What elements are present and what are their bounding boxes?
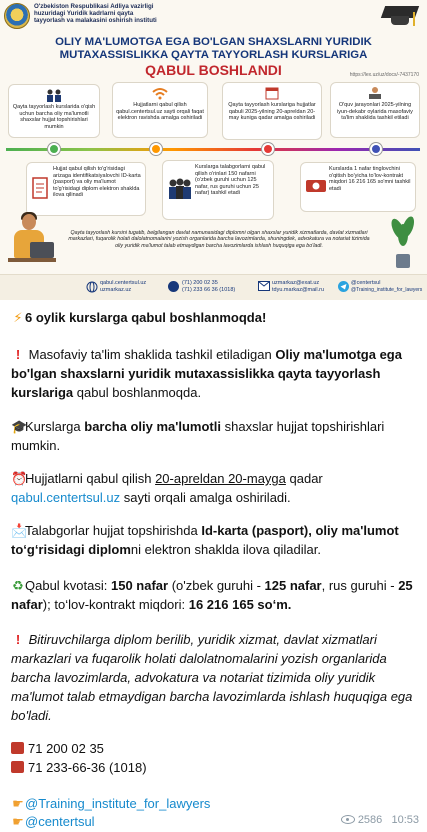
info-card	[162, 160, 274, 220]
telephone-icon	[11, 761, 24, 773]
timeline-bar	[6, 148, 420, 151]
info-card	[300, 162, 416, 212]
timeline-dot	[370, 143, 382, 155]
announcement-poster[interactable]	[0, 0, 427, 300]
org-name-line: huzuridagi Yuridik kadrlarni qayta	[34, 10, 134, 17]
message-paragraph: ! Bitiruvchilarga diplom berilib, yuridik xizmat, davlat xizmatlari markazlari va fuqarolik holati dalolatnomalarini yozish organlarida barcha lavozimlarda, advokatura va notariat tizimida oliy yuridik ma'lumot talab etmaydigan barcha lavozimlarda ishlash huquqiga ega bo'ladi.	[11, 632, 413, 723]
student-with-laptop-illustration	[8, 212, 56, 272]
contact-mail: uzmarkaz@exat.uz	[272, 280, 320, 286]
card-text: Qayta tayyorlash kurslarida o'qish uchun barcha oliy ma'lumotli shaxslar hujjat topshirishlari mumkin	[12, 104, 96, 130]
phone-line	[11, 739, 419, 758]
card-text: Kurslarga talabgorlarni qabul qilish o'rinlari 150 nafarni (o'zbek guruhi uchun 125 nafar, rus guruhi uchun 25 nafar) tashkil etadi	[195, 164, 266, 196]
poster-url: https://lex.uz/uz/docs/-7437170	[349, 72, 419, 78]
phone-number[interactable]: 71 200 02 35	[28, 741, 104, 756]
graduation-cap-icon	[381, 2, 419, 30]
people-icon	[45, 88, 63, 102]
phone-number[interactable]: 71 233-66-36 (1018)	[28, 760, 147, 775]
contact-site: uzmarkaz.uz	[100, 287, 132, 293]
ministry-emblem-icon	[4, 3, 30, 29]
lightning-icon: ⚡	[13, 310, 23, 325]
globe-icon	[86, 281, 98, 293]
exclamation-icon: !	[15, 347, 21, 362]
card-text: Hujjat qabul qilish to'g'risidagi arizaga identifikatsiyalovchi ID-karta (pasport) va oliy ma'lumot to'g'risidagi diplom elektron shaklda ilova qilinadi	[53, 166, 141, 198]
alarm-clock-icon: ⏰	[11, 471, 28, 486]
laptop-user-icon	[366, 86, 384, 100]
training-institute-link[interactable]: @Training_institute_for_lawyers	[25, 796, 211, 811]
recycle-icon: ♻	[12, 578, 24, 593]
card-text: Qayta tayyorlash kurslariga hujjatlar qabuli 2025-yilning 20-apreldan 20-may kuniga qadar amalga oshiriladi	[228, 102, 316, 121]
card-text: O'quv jarayonlari 2025-yilning iyun-dekabr oylarida masofaviy ta'lim shaklida tashkil etiladi	[337, 102, 413, 121]
eye-icon	[341, 815, 355, 824]
contact-telegram: @centertsul	[351, 280, 381, 286]
qabul-site-link[interactable]: qabul.centertsul.uz	[11, 490, 121, 505]
poster-subtitle: QABUL BOSHLANDI	[145, 62, 282, 78]
info-card	[222, 82, 322, 140]
poster-header	[0, 0, 427, 32]
money-icon	[305, 175, 327, 197]
graduates-icon	[166, 175, 194, 201]
contact-mail: tdyu.markaz@mail.ru	[272, 287, 325, 293]
document-icon	[31, 177, 49, 199]
exclamation-icon: !	[15, 632, 21, 647]
telephone-icon	[11, 742, 24, 754]
poster-contacts	[0, 274, 427, 300]
timeline-dot	[262, 143, 274, 155]
timeline-dot	[150, 143, 162, 155]
channel-link-line	[11, 794, 419, 813]
org-name-line: tayyorlash va malakasini oshirish instituti	[34, 17, 157, 24]
poster-title: MUTAXASSISLIKKA QAYTA TAYYORLASH KURSLARIGA	[59, 49, 368, 61]
contact-phone: (71) 233 66 36 (1018)	[182, 287, 236, 293]
centertsul-link[interactable]: @centertsul	[25, 814, 95, 829]
contact-telegram: @Training_institute_for_lawyers	[351, 287, 423, 293]
contact-site: qabul.centertsul.uz	[100, 280, 147, 286]
message-paragraph: 🎓Kurslarga barcha oliy ma'lumotli shaxslar hujjat topshirishlari mumkin.	[11, 419, 385, 453]
timeline-dot	[48, 143, 60, 155]
info-card	[26, 162, 146, 216]
card-text: Kurslarda 1 nafar tinglovchini o'qitish bo'yicha to'lov-kontrakt miqdori 16 216 165 so'mni tashkil etadi	[329, 166, 411, 192]
org-name-line: O'zbekiston Respublikasi Adliya vazirligi	[34, 3, 154, 10]
poster-note: Qayta tayyorlash kursini tugatib, belgilangan davlat namunasidagi diplomni olgan shaxslar yuridik xizmatlarda, davlat xizmatlari markazlari, fuqarolik holati dalolatnomalarini yozish organlarida barcha lavozimlarda, shuningdek, advokatura va notariat tizimida oliy yuridik ma'lumot talab etmaydigan barcha lavozimlarda ishlash huquqiga ega bo'ladi.	[68, 230, 370, 249]
card-text: Hujjatlarni qabul qilish qabul.centertsul.uz sayti orqali faqat elektron ravishda amalga oshiriladi	[116, 102, 204, 121]
pointing-hand-icon: ☛	[12, 796, 24, 811]
envelope-icon: 📩	[11, 523, 28, 538]
mail-icon	[258, 281, 270, 291]
plant-illustration	[389, 214, 417, 268]
message-paragraph: ! Masofaviy ta'lim shaklida tashkil etiladigan Oliy ma'lumotga ega bo'lgan shaxslarni yuridik mutaxassislikka qayta tayyorlash kurslariga qabul boshlanmoqda.	[11, 347, 402, 400]
phone-icon	[168, 281, 179, 292]
phone-line	[11, 758, 419, 777]
view-count: 2586	[357, 814, 383, 826]
calendar-icon	[263, 86, 281, 100]
poster-title: OLIY MA'LUMOTGA EGA BO'LGAN SHAXSLARNI YURIDIK	[55, 36, 372, 48]
wifi-icon	[151, 86, 169, 100]
pointing-hand-icon: ☛	[12, 814, 24, 829]
contact-phone: (71) 200 02 35	[182, 280, 218, 286]
graduation-cap-icon: 🎓	[11, 419, 28, 434]
message-paragraph: ⏰Hujjatlarni qabul qilish 20-apreldan 20-mayga qadar qabul.centertsul.uz sayti orqali amalga oshiriladi.	[11, 471, 323, 505]
message-paragraph: 📩Talabgorlar hujjat topshirishda Id-karta (pasport), oliy ma'lumot to‘g‘risidagi diplomni elektron shaklda ilova qiladilar.	[11, 523, 399, 557]
message-paragraph: ♻Qabul kvotasi: 150 nafar (o'zbek guruhi - 125 nafar, rus guruhi - 25 nafar); to‘lov-kontrakt miqdori: 16 216 165 so‘m.	[11, 578, 413, 612]
info-card	[8, 84, 100, 138]
info-card	[330, 82, 420, 138]
message-line: ⚡ 6 oylik kurslarga qabul boshlanmoqda!	[11, 308, 419, 327]
telegram-icon	[338, 281, 349, 292]
message-time: 10:53	[391, 814, 419, 826]
message-meta	[341, 814, 419, 826]
info-card	[112, 82, 208, 138]
